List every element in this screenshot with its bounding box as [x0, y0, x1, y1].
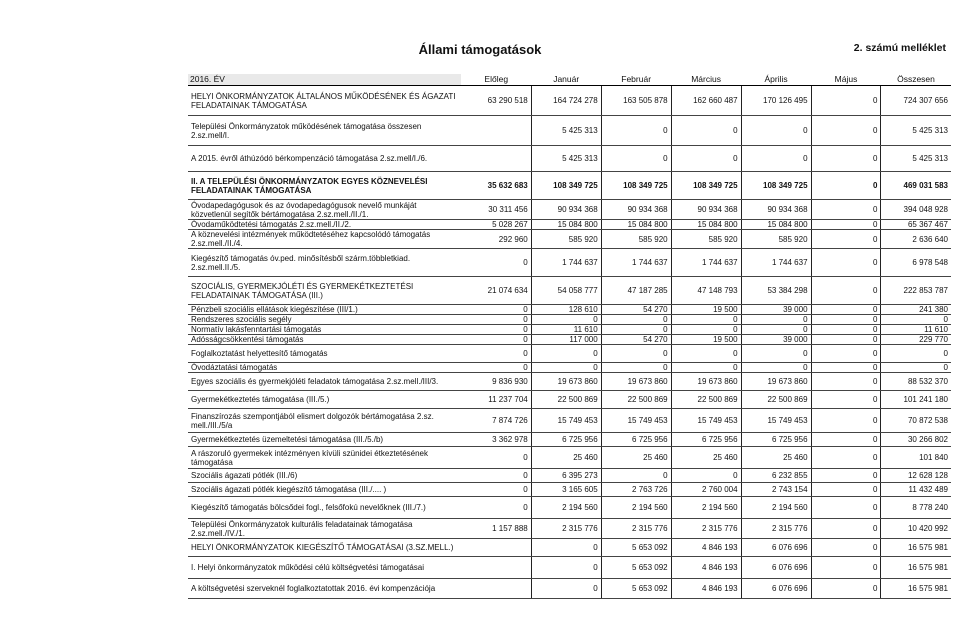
- row-label: Normatív lakásfenntartási támogatás: [188, 325, 461, 335]
- value-cell: 5 425 313: [881, 116, 951, 146]
- value-cell: 0: [531, 539, 601, 557]
- value-cell: 54 270: [601, 305, 671, 315]
- row-label: Települési Önkormányzatok működésének támogatása összesen 2.sz.mell/I.: [188, 116, 461, 146]
- value-cell: 5 653 092: [601, 579, 671, 599]
- row-label: Szociális ágazati pótlék (III./6): [188, 469, 461, 483]
- value-cell: 4 846 193: [671, 539, 741, 557]
- table-row: [188, 86, 951, 116]
- value-cell: 2 194 560: [531, 497, 601, 519]
- value-cell: 25 460: [601, 447, 671, 469]
- value-cell: 6 725 956: [741, 433, 811, 447]
- value-cell: 0: [811, 230, 881, 249]
- value-cell: 0: [531, 363, 601, 373]
- value-cell: 0: [741, 146, 811, 172]
- value-cell: 0: [601, 146, 671, 172]
- value-cell: 6 725 956: [671, 433, 741, 447]
- value-cell: 6 725 956: [601, 433, 671, 447]
- row-label: Foglalkoztatást helyettesítő támogatás: [188, 345, 461, 363]
- row-label: Pénzbeli szociális ellátások kiegészítése (III/1.): [188, 305, 461, 315]
- value-cell: 16 575 981: [881, 557, 951, 579]
- value-cell: 54 058 777: [531, 277, 601, 305]
- value-cell: 2 315 776: [671, 519, 741, 539]
- value-cell: 1 744 637: [531, 249, 601, 277]
- table-row: [188, 146, 951, 172]
- value-cell: 53 384 298: [741, 277, 811, 305]
- value-cell: 0: [741, 363, 811, 373]
- table-row: [188, 335, 951, 345]
- value-cell: 6 076 696: [741, 579, 811, 599]
- value-cell: 6 395 273: [531, 469, 601, 483]
- column-header: Május: [811, 74, 881, 86]
- value-cell: 0: [811, 335, 881, 345]
- value-cell: 22 500 869: [741, 391, 811, 409]
- value-cell: 0: [671, 325, 741, 335]
- row-label: Gyermekétkeztetés támogatása (III./5.): [188, 391, 461, 409]
- value-cell: 90 934 368: [601, 200, 671, 220]
- row-label: Kiegészítő támogatás óv.ped. minősítésből szárm.többletkiad. 2.sz.mell.II./5.: [188, 249, 461, 277]
- value-cell: 15 749 453: [671, 409, 741, 433]
- value-cell: 162 660 487: [671, 86, 741, 116]
- value-cell: 0: [811, 249, 881, 277]
- table-row: [188, 469, 951, 483]
- value-cell: 469 031 583: [881, 172, 951, 200]
- row-label: HELYI ÖNKORMÁNYZATOK ÁLTALÁNOS MŰKÖDÉSÉNEK ÉS ÁGAZATI FELADATAINAK TÁMOGATÁSA: [188, 86, 461, 116]
- value-cell: 22 500 869: [601, 391, 671, 409]
- value-cell: [461, 539, 531, 557]
- value-cell: 5 425 313: [531, 116, 601, 146]
- value-cell: 6 076 696: [741, 539, 811, 557]
- table-row: [188, 579, 951, 599]
- column-header: Április: [741, 74, 811, 86]
- value-cell: 0: [671, 146, 741, 172]
- value-cell: 2 315 776: [531, 519, 601, 539]
- annex-label: 2. számú melléklet: [853, 42, 946, 54]
- value-cell: 585 920: [531, 230, 601, 249]
- value-cell: 0: [811, 557, 881, 579]
- table-row: [188, 315, 951, 325]
- value-cell: 108 349 725: [601, 172, 671, 200]
- value-cell: 108 349 725: [741, 172, 811, 200]
- value-cell: 90 934 368: [531, 200, 601, 220]
- table-row: [188, 325, 951, 335]
- value-cell: 222 853 787: [881, 277, 951, 305]
- value-cell: 0: [811, 277, 881, 305]
- row-label: Kiegészítő támogatás bölcsődei fogl., felsőfokú nevelőknek (III./7.): [188, 497, 461, 519]
- value-cell: 11 610: [531, 325, 601, 335]
- value-cell: 0: [531, 557, 601, 579]
- column-header-year: 2016. ÉV: [188, 74, 461, 86]
- value-cell: 4 846 193: [671, 557, 741, 579]
- value-cell: 0: [811, 305, 881, 315]
- column-header: Összesen: [881, 74, 951, 86]
- row-label: HELYI ÖNKORMÁNYZATOK KIEGÉSZÍTŐ TÁMOGATÁSAI (3.SZ.MELL.): [188, 539, 461, 557]
- value-cell: 15 084 800: [601, 220, 671, 230]
- value-cell: 6 232 855: [741, 469, 811, 483]
- table-row: [188, 230, 951, 249]
- value-cell: 11 432 489: [881, 483, 951, 497]
- value-cell: 0: [461, 497, 531, 519]
- row-label: A rászoruló gyermekek intézményen kívüli szünidei étkeztetésének támogatása: [188, 447, 461, 469]
- value-cell: 15 749 453: [601, 409, 671, 433]
- value-cell: 25 460: [531, 447, 601, 469]
- table-row: [188, 200, 951, 220]
- table-body: [188, 86, 951, 599]
- value-cell: 0: [531, 315, 601, 325]
- value-cell: 1 744 637: [671, 249, 741, 277]
- header-row: [188, 74, 951, 86]
- value-cell: 0: [461, 325, 531, 335]
- value-cell: 2 636 640: [881, 230, 951, 249]
- value-cell: 0: [461, 345, 531, 363]
- value-cell: 54 270: [601, 335, 671, 345]
- value-cell: 394 048 928: [881, 200, 951, 220]
- value-cell: 0: [811, 172, 881, 200]
- value-cell: 585 920: [601, 230, 671, 249]
- value-cell: 5 653 092: [601, 557, 671, 579]
- value-cell: 0: [461, 469, 531, 483]
- value-cell: 0: [811, 116, 881, 146]
- value-cell: 0: [601, 315, 671, 325]
- value-cell: 5 425 313: [881, 146, 951, 172]
- value-cell: 0: [601, 325, 671, 335]
- value-cell: 128 610: [531, 305, 601, 315]
- value-cell: 65 367 467: [881, 220, 951, 230]
- value-cell: 101 840: [881, 447, 951, 469]
- column-header: Január: [531, 74, 601, 86]
- value-cell: 9 836 930: [461, 373, 531, 391]
- row-label: Óvodapedagógusok és az óvodapedagógusok nevelő munkáját közvetlenül segítők bértámogatása 2.sz.mell./II./1.: [188, 200, 461, 220]
- table-row: [188, 447, 951, 469]
- row-label: Óvodáztatási támogatás: [188, 363, 461, 373]
- value-cell: 0: [461, 305, 531, 315]
- value-cell: 0: [811, 373, 881, 391]
- value-cell: 0: [741, 325, 811, 335]
- value-cell: 0: [811, 325, 881, 335]
- value-cell: 0: [811, 409, 881, 433]
- table-row: [188, 391, 951, 409]
- value-cell: 0: [811, 539, 881, 557]
- value-cell: 0: [811, 483, 881, 497]
- value-cell: 0: [671, 363, 741, 373]
- row-label: I. Helyi önkormányzatok működési célú költségvetési támogatásai: [188, 557, 461, 579]
- table-row: [188, 305, 951, 315]
- value-cell: 39 000: [741, 305, 811, 315]
- value-cell: 19 500: [671, 305, 741, 315]
- value-cell: 1 744 637: [601, 249, 671, 277]
- value-cell: 5 425 313: [531, 146, 601, 172]
- row-label: Egyes szociális és gyermekjóléti feladatok támogatása 2.sz.mell./III/3.: [188, 373, 461, 391]
- value-cell: 11 237 704: [461, 391, 531, 409]
- value-cell: 22 500 869: [671, 391, 741, 409]
- value-cell: 0: [811, 469, 881, 483]
- table-row: [188, 373, 951, 391]
- value-cell: 117 000: [531, 335, 601, 345]
- value-cell: 163 505 878: [601, 86, 671, 116]
- value-cell: 19 673 860: [531, 373, 601, 391]
- value-cell: 724 307 656: [881, 86, 951, 116]
- value-cell: 35 632 683: [461, 172, 531, 200]
- row-label: II. A TELEPÜLÉSI ÖNKORMÁNYZATOK EGYES KÖZNEVELÉSI FELADATAINAK TÁMOGATÁSA: [188, 172, 461, 200]
- row-label: A 2015. évről áthúzódó bérkompenzáció támogatása 2.sz.mell/I./6.: [188, 146, 461, 172]
- row-label: Finanszírozás szempontjából elismert dolgozók bértámogatása 2.sz. mell./III./5/a: [188, 409, 461, 433]
- value-cell: 0: [811, 86, 881, 116]
- value-cell: 0: [811, 363, 881, 373]
- value-cell: 15 749 453: [531, 409, 601, 433]
- table-row: [188, 433, 951, 447]
- value-cell: 0: [741, 345, 811, 363]
- table-row: [188, 249, 951, 277]
- table-row: [188, 497, 951, 519]
- row-label: Gyermekétkeztetés üzemeltetési támogatása (III./5./b): [188, 433, 461, 447]
- value-cell: 0: [461, 335, 531, 345]
- value-cell: 15 084 800: [671, 220, 741, 230]
- value-cell: 2 194 560: [601, 497, 671, 519]
- value-cell: 2 760 004: [671, 483, 741, 497]
- value-cell: 90 934 368: [671, 200, 741, 220]
- value-cell: 39 000: [741, 335, 811, 345]
- value-cell: 0: [811, 345, 881, 363]
- value-cell: 0: [601, 469, 671, 483]
- table-row: [188, 557, 951, 579]
- value-cell: 229 770: [881, 335, 951, 345]
- value-cell: 16 575 981: [881, 579, 951, 599]
- table-row: [188, 519, 951, 539]
- value-cell: 101 241 180: [881, 391, 951, 409]
- value-cell: 0: [811, 315, 881, 325]
- value-cell: 0: [811, 200, 881, 220]
- value-cell: 585 920: [671, 230, 741, 249]
- value-cell: 19 500: [671, 335, 741, 345]
- value-cell: 0: [811, 579, 881, 599]
- value-cell: 0: [461, 483, 531, 497]
- table-row: [188, 172, 951, 200]
- value-cell: 47 148 793: [671, 277, 741, 305]
- value-cell: 0: [461, 249, 531, 277]
- column-header: Előleg: [461, 74, 531, 86]
- value-cell: 0: [741, 116, 811, 146]
- value-cell: 16 575 981: [881, 539, 951, 557]
- value-cell: 0: [811, 146, 881, 172]
- value-cell: 25 460: [671, 447, 741, 469]
- value-cell: 0: [811, 447, 881, 469]
- row-label: Szociális ágazati pótlék kiegészítő támogatása (III./.... ): [188, 483, 461, 497]
- table-row: [188, 220, 951, 230]
- value-cell: 19 673 860: [741, 373, 811, 391]
- value-cell: [461, 116, 531, 146]
- value-cell: 30 311 456: [461, 200, 531, 220]
- value-cell: 0: [461, 315, 531, 325]
- value-cell: 15 084 800: [741, 220, 811, 230]
- value-cell: 0: [461, 447, 531, 469]
- value-cell: 15 749 453: [741, 409, 811, 433]
- value-cell: 585 920: [741, 230, 811, 249]
- value-cell: 2 743 154: [741, 483, 811, 497]
- table-row: [188, 483, 951, 497]
- value-cell: [461, 557, 531, 579]
- value-cell: 0: [461, 363, 531, 373]
- value-cell: 11 610: [881, 325, 951, 335]
- value-cell: 90 934 368: [741, 200, 811, 220]
- value-cell: 2 763 726: [601, 483, 671, 497]
- table-row: [188, 409, 951, 433]
- value-cell: 25 460: [741, 447, 811, 469]
- page-title: Állami támogatások: [418, 42, 542, 57]
- value-cell: 0: [671, 315, 741, 325]
- value-cell: 0: [671, 345, 741, 363]
- value-cell: 63 290 518: [461, 86, 531, 116]
- table-row: [188, 116, 951, 146]
- value-cell: 2 194 560: [741, 497, 811, 519]
- value-cell: 292 960: [461, 230, 531, 249]
- value-cell: 3 165 605: [531, 483, 601, 497]
- value-cell: 6 978 548: [881, 249, 951, 277]
- row-label: Rendszeres szociális segély: [188, 315, 461, 325]
- value-cell: 0: [811, 497, 881, 519]
- value-cell: 0: [601, 116, 671, 146]
- value-cell: 21 074 634: [461, 277, 531, 305]
- row-label: Települési Önkormányzatok kulturális feladatainak támogatása 2.sz.mell./IV./1.: [188, 519, 461, 539]
- value-cell: 47 187 285: [601, 277, 671, 305]
- value-cell: 70 872 538: [881, 409, 951, 433]
- value-cell: 0: [881, 315, 951, 325]
- column-header: Március: [671, 74, 741, 86]
- value-cell: 12 628 128: [881, 469, 951, 483]
- table-row: [188, 363, 951, 373]
- value-cell: 0: [531, 345, 601, 363]
- value-cell: 0: [601, 363, 671, 373]
- value-cell: 164 724 278: [531, 86, 601, 116]
- budget-table: [188, 74, 951, 599]
- value-cell: 108 349 725: [671, 172, 741, 200]
- row-label: Óvodaműködtetési támogatás 2.sz.mell./II./2.: [188, 220, 461, 230]
- value-cell: 0: [811, 220, 881, 230]
- value-cell: 5 653 092: [601, 539, 671, 557]
- table-row: [188, 277, 951, 305]
- row-label: A költségvetési szerveknél foglalkoztatottak 2016. évi kompenzációja: [188, 579, 461, 599]
- value-cell: 15 084 800: [531, 220, 601, 230]
- value-cell: 108 349 725: [531, 172, 601, 200]
- value-cell: 170 126 495: [741, 86, 811, 116]
- value-cell: 22 500 869: [531, 391, 601, 409]
- value-cell: 2 315 776: [741, 519, 811, 539]
- value-cell: 0: [671, 469, 741, 483]
- value-cell: 7 874 726: [461, 409, 531, 433]
- value-cell: 6 725 956: [531, 433, 601, 447]
- value-cell: 30 266 802: [881, 433, 951, 447]
- value-cell: 2 315 776: [601, 519, 671, 539]
- value-cell: [461, 146, 531, 172]
- value-cell: 3 362 978: [461, 433, 531, 447]
- value-cell: 8 778 240: [881, 497, 951, 519]
- value-cell: 19 673 860: [601, 373, 671, 391]
- value-cell: [461, 579, 531, 599]
- value-cell: 0: [531, 579, 601, 599]
- value-cell: 1 157 888: [461, 519, 531, 539]
- row-label: Adósságcsökkentési támogatás: [188, 335, 461, 345]
- value-cell: 0: [741, 315, 811, 325]
- value-cell: 0: [671, 116, 741, 146]
- column-header: Február: [601, 74, 671, 86]
- value-cell: 1 744 637: [741, 249, 811, 277]
- value-cell: 2 194 560: [671, 497, 741, 519]
- value-cell: 19 673 860: [671, 373, 741, 391]
- value-cell: 5 028 267: [461, 220, 531, 230]
- value-cell: 6 076 696: [741, 557, 811, 579]
- value-cell: 0: [881, 345, 951, 363]
- value-cell: 10 420 992: [881, 519, 951, 539]
- table-row: [188, 539, 951, 557]
- value-cell: 88 532 370: [881, 373, 951, 391]
- value-cell: 4 846 193: [671, 579, 741, 599]
- value-cell: 0: [601, 345, 671, 363]
- value-cell: 0: [811, 519, 881, 539]
- row-label: A köznevelési intézmények működtetéséhez kapcsolódó támogatás 2.sz.mell./II./4.: [188, 230, 461, 249]
- value-cell: 0: [811, 433, 881, 447]
- row-label: SZOCIÁLIS, GYERMEKJÓLÉTI ÉS GYERMEKÉTKEZTETÉSI FELADATAINAK TÁMOGATÁSA (III.): [188, 277, 461, 305]
- value-cell: 0: [811, 391, 881, 409]
- table-row: [188, 345, 951, 363]
- value-cell: 241 380: [881, 305, 951, 315]
- value-cell: 0: [881, 363, 951, 373]
